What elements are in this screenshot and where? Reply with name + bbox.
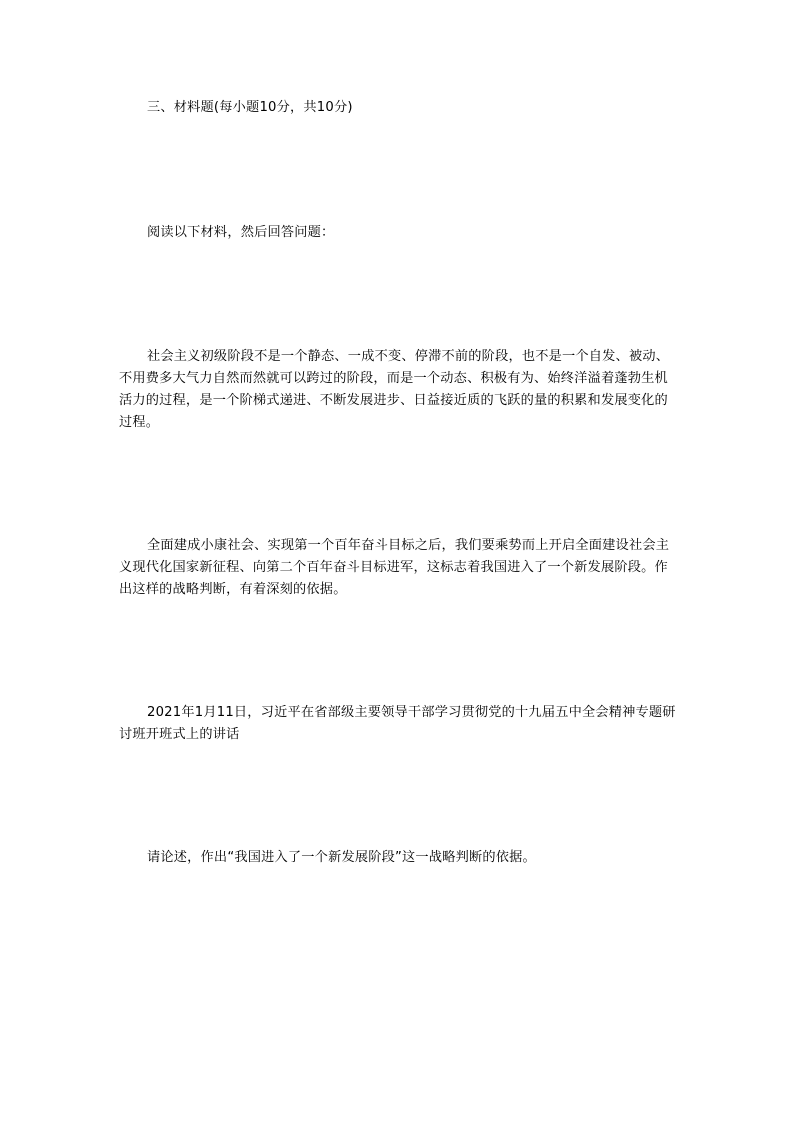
material-paragraph-2: 全面建成小康社会、实现第一个百年奋斗目标之后，我们要乘势而上开启全面建设社会主义现代化国家新征程、向第二个百年奋斗目标进军，这标志着我国进入了一个新发展阶段。作出这样的战略判断，有着深刻的依据。 <box>119 538 670 597</box>
question-prompt: 请论述，作出“我国进入了一个新发展阶段”这一战略判断的依据。 <box>147 850 536 865</box>
material-paragraph-1: 社会主义初级阶段不是一个静态、一成不变、停滞不前的阶段，也不是一个自发、被动、不用费多大气力自然而然就可以跨过的阶段，而是一个动态、积极有为、始终洋溢着蓬勃生机活力的过程，是一个阶梯式递进、不断发展进步、日益接近质的飞跃的量的积累和发展变化的过程。 <box>119 349 670 430</box>
section-heading: 三、材料题(每小题10分，共10分) <box>147 100 353 115</box>
source-citation: 2021年1月11日，习近平在省部级主要领导干部学习贯彻党的十九届五中全会精神专题研讨班开班式上的讲话 <box>119 705 676 742</box>
instruction-text: 阅读以下材料，然后回答问题： <box>147 225 335 240</box>
